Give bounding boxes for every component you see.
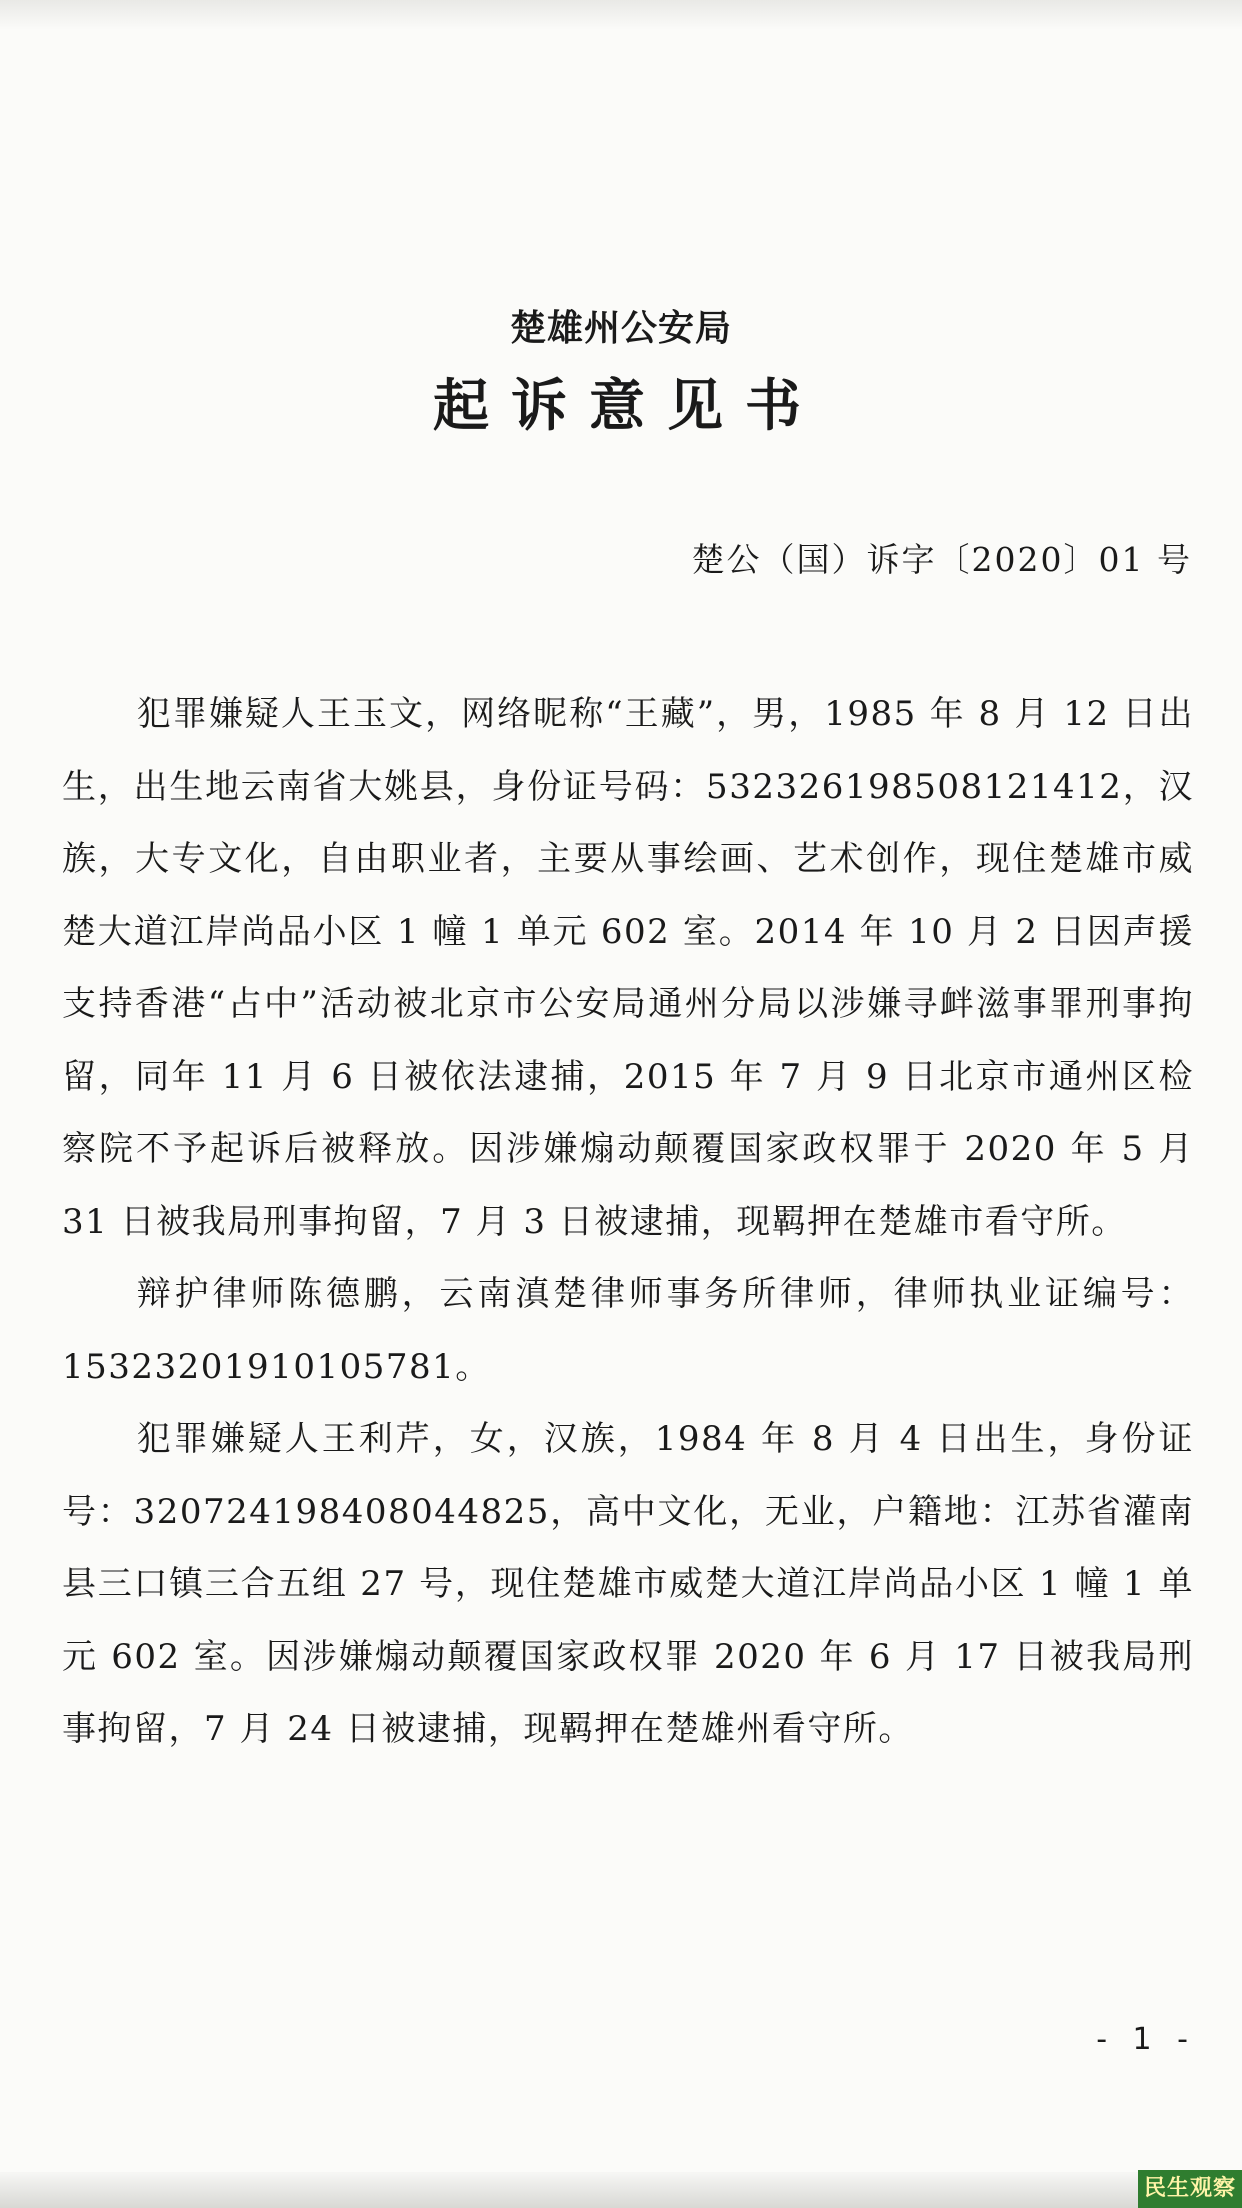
paragraph-defense-lawyer: 辩护律师陈德鹏，云南滇楚律师事务所律师，律师执业证编号：15323201910105781。 <box>62 1274 1194 1387</box>
watermark-badge: 民生观察 <box>1138 2170 1242 2208</box>
issuing-agency: 楚雄州公安局 <box>509 308 732 349</box>
scan-bottom-edge <box>0 2172 1242 2208</box>
document-number: 楚公（国）诉字〔2020〕01 号 <box>691 540 1192 579</box>
scan-top-edge <box>0 0 1242 30</box>
document-title: 起诉意见书 <box>433 373 823 439</box>
paragraph-suspect-wang-yuwen: 犯罪嫌疑人王玉文，网络昵称“王藏”，男，1985 年 8 月 12 日出生，出生地云南省大姚县，身份证号码：532326198508121412，汉族，大专文化，自由职业者，主要从事绘画、艺术创作，现住楚雄市威楚大道江岸尚品小区 1 幢 1 单元 602 室。2014 年 10 月 2 日因声援支持香港“占中”活动被北京市公安局通州分局以涉嫌寻衅滋事罪刑事拘留，同年 11 月 6 日被依法逮捕，2015 年 7 月 9 日北京市通州区检察院不予起诉后被释放。因涉嫌煽动颠覆国家政权罪于 2020 年 5 月 31 日被我局刑事拘留，7 月 3 日被逮捕，现羁押在楚雄市看守所。 <box>62 694 1194 1242</box>
page-number: - 1 - <box>1096 2022 1196 2057</box>
paragraph-suspect-wang-liqin: 犯罪嫌疑人王利芹，女，汉族，1984 年 8 月 4 日出生，身份证号：320724198408044825，高中文化，无业，户籍地：江苏省灌南县三口镇三合五组 27 号，现住楚雄市威楚大道江岸尚品小区 1 幢 1 单元 602 室。因涉嫌煽动颠覆国家政权罪 2020 年 6 月 17 日被我局刑事拘留，7 月 24 日被逮捕，现羁押在楚雄州看守所。 <box>62 1419 1194 1749</box>
document-body <box>62 678 1194 1766</box>
